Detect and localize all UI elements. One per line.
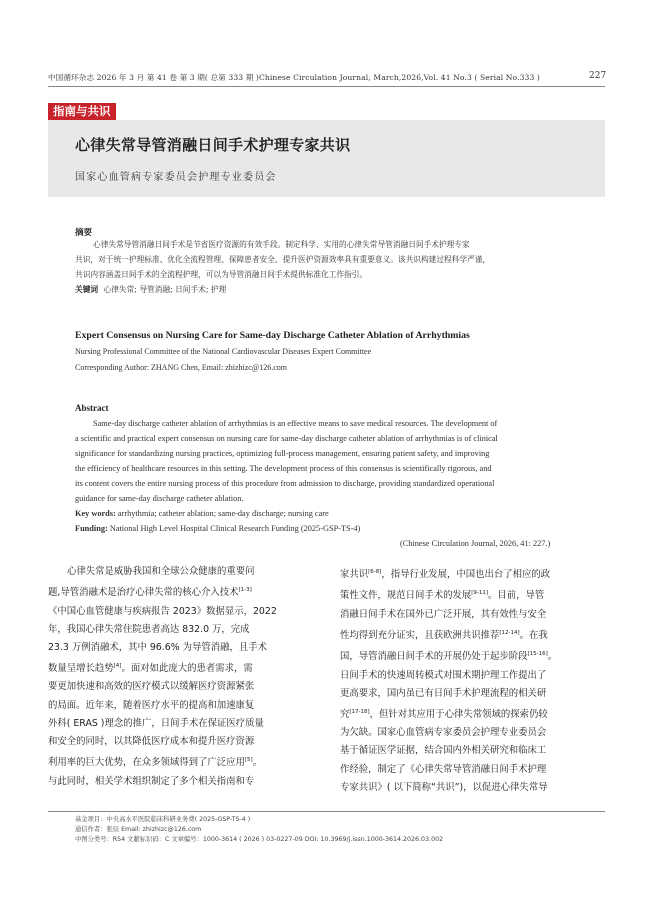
- body-text: ，指导行业发展，中国也出台了相应的政: [381, 569, 551, 581]
- citation-ref: [17-18]: [349, 708, 370, 715]
- body-text: 基于循证医学证据，结合国内外相关研究和临床工: [340, 745, 547, 757]
- body-line: [340, 685, 607, 703]
- en-title: Expert Consensus on Nursing Care for Same-day Discharge Catheter Ablation of Arrhythmias: [75, 330, 470, 341]
- body-text: ，但针对其应用于心律失常领域的探索仍较: [369, 709, 548, 721]
- body-line: [48, 697, 326, 715]
- body-column-left: [48, 563, 326, 791]
- article-authors: 国家心血管病专家委员会护理专业委员会: [75, 172, 277, 183]
- page-number: 227: [589, 71, 607, 81]
- body-text: 作经验，制定了《心律失常导管消融日间手术护理: [340, 763, 547, 775]
- body-text: 《中国心血管健康与疾病报告 2023》数据显示，2022: [48, 605, 277, 617]
- citation-ref: [6-8]: [368, 569, 382, 575]
- citation-ref: [5]: [244, 757, 253, 764]
- body-text: 为欠缺。国家心血管病专家委员会护理专业委员会: [340, 727, 547, 739]
- body-text: 外科( ERAS )理念的推广，日间手术在保证医疗质量: [48, 717, 264, 729]
- en-corresponding: Corresponding Author: ZHANG Chen, Email: zhizhizc@126.com: [75, 363, 287, 372]
- body-text: 的局面。近年来，随着医疗水平的提高和加速康复: [48, 699, 255, 711]
- body-text: 。在我: [519, 629, 548, 641]
- body-line: [48, 751, 326, 772]
- en-funding: [75, 521, 581, 536]
- body-line: [340, 761, 607, 779]
- en-abstract-line: the efficiency of healthcare resources in this setting. The development process of this consensus is scientifically rigorous, and: [75, 464, 492, 473]
- footer-funding: 基金项目：中央高水平医院临床科研业务费( 2025-GSP-TS-4 ): [75, 816, 251, 823]
- header-rule: [48, 86, 605, 87]
- body-text: 题,导管消融术是治疗心律失常的核心介入技术: [48, 587, 239, 599]
- body-line: [48, 621, 326, 639]
- running-header: 中国循环杂志 2026 年 3 月 第 41 卷 第 3 期( 总第 333 期 )Chinese Circulation Journal, March,2026,Vol. 41 No.3 ( Serial No.333 ): [48, 73, 540, 82]
- body-line: [48, 581, 326, 602]
- en-funding-text: National High Level Hospital Clinical Research Funding (2025-GSP-TS-4): [109, 524, 361, 533]
- body-line: [340, 724, 607, 742]
- body-text: 消融日间手术在国外已广泛开展，其有效性与安全: [340, 608, 547, 620]
- footer-correspondence: 通信作者：张辰 Email: zhizhizc@126.com: [75, 826, 202, 833]
- body-text: 利用率的巨大优势，在众多领域得到了广泛应用: [48, 757, 245, 769]
- section-tag: 指南与共识: [48, 103, 116, 120]
- en-keywords: [75, 506, 581, 521]
- cn-keywords: [75, 283, 615, 298]
- en-abstract-line: guidance for same-day discharge catheter ablation.: [75, 494, 244, 503]
- body-line: [48, 715, 326, 733]
- body-line: [48, 603, 326, 621]
- en-keywords-text: arrhythmia; catheter ablation; same-day discharge; nursing care: [117, 509, 329, 518]
- body-line: [340, 645, 607, 666]
- body-line: [340, 703, 607, 724]
- body-text: 国，导管消融日间手术的开展仍处于起步阶段: [340, 651, 528, 663]
- body-line: [340, 563, 607, 584]
- cn-abstract-line: 共识内容涵盖日间手术的全流程护理，可以为导管消融日间手术提供标准化工作指引。: [75, 270, 368, 279]
- body-line: [48, 657, 326, 678]
- body-line: [340, 584, 607, 605]
- body-text: 策性文件，规范日间手术的发展: [340, 590, 472, 602]
- body-text: 。面对如此庞大的患者需求，需: [121, 663, 253, 675]
- body-text: 性均得到充分证实，且获欧洲共识推荐: [340, 629, 500, 641]
- body-text: 。: [252, 757, 263, 769]
- citation-ref: [4]: [113, 663, 122, 670]
- body-text: 数量呈增长趋势: [48, 663, 114, 675]
- body-line: [340, 742, 607, 760]
- body-line: [48, 563, 326, 581]
- body-line: [48, 733, 326, 751]
- body-text: 与此同时，相关学术组织制定了多个相关指南和专: [48, 775, 255, 787]
- citation-ref: [15-16]: [527, 651, 548, 658]
- body-line: [340, 606, 607, 624]
- article-title: 心律失常导管消融日间手术护理专家共识: [75, 136, 351, 154]
- cn-abstract-line: 共识，对于统一护理标准、优化全流程管理、保障患者安全、提升医护资源效率具有重要意义。该共识构建过程科学严谨，: [75, 255, 491, 264]
- body-text: 。目前，导管: [488, 590, 545, 602]
- body-text: 心律失常是威胁我国和全球公众健康的重要问: [67, 566, 255, 577]
- body-text: 。: [547, 651, 558, 663]
- en-abstract-line: a scientific and practical expert consensus on nursing care for same-day discharge catheter ablation of arrhythmias is of clinical: [75, 434, 498, 443]
- body-text: 家共识: [340, 569, 369, 581]
- citation-ref: [12-14]: [499, 629, 520, 636]
- cn-keywords-label: 关键词: [75, 285, 99, 294]
- body-line: [48, 773, 326, 791]
- en-citation: (Chinese Circulation Journal, 2026, 41: 227.): [400, 539, 551, 548]
- body-line: [48, 639, 326, 657]
- cn-abstract-heading: 摘要: [75, 228, 93, 238]
- body-text: 更高要求，国内虽已有日间手术护理流程的相关研: [340, 687, 547, 699]
- en-committee: Nursing Professional Committee of the National Cardiovascular Diseases Expert Committee: [75, 347, 372, 356]
- en-funding-label: Funding:: [75, 524, 108, 533]
- footer-classification: 中图分类号：R54 文献标识码：C 文章编号：1000-3614 ( 2026 ) 03-0227-09 DOI: 10.3969/j.issn.1000-3614.2026.03.002: [75, 836, 444, 843]
- cn-keywords-text: 心律失常; 导管消融; 日间手术; 护理: [103, 285, 227, 294]
- body-column-right: [340, 563, 607, 797]
- en-abstract-heading: Abstract: [75, 403, 109, 413]
- en-keywords-label: Key words:: [75, 509, 116, 518]
- body-text: 专家共识》( 以下简称“共识”)，以促进心律失常导: [340, 781, 548, 793]
- en-abstract-line: significance for standardizing nursing practices, optimizing full-process management, ensuring patient safety, and improving: [75, 449, 490, 458]
- footer-rule: [48, 811, 605, 812]
- body-line: [340, 779, 607, 797]
- body-line: [48, 678, 326, 696]
- en-abstract-line: its content covers the entire nursing process of this procedure from admission to discharge, providing standardized operational: [75, 479, 495, 488]
- body-line: [340, 667, 607, 685]
- body-text: 年，我国心律失常住院患者高达 832.0 万，完成: [48, 623, 250, 635]
- body-text: 日间手术的快速周转模式对围术期护理工作提出了: [340, 669, 547, 681]
- body-text: 要更加快速和高效的医疗模式以缓解医疗资源紧张: [48, 681, 255, 693]
- body-text: 23.3 万例消融术，其中 96.6% 为导管消融，且手术: [48, 641, 267, 653]
- en-abstract-line: Same-day discharge catheter ablation of arrhythmias is an effective means to save medical resources. The development of: [93, 419, 498, 428]
- body-text: 究: [340, 709, 350, 721]
- title-box: [48, 120, 605, 197]
- body-text: 和安全的同时，以其降低医疗成本和提升医疗资源: [48, 736, 255, 748]
- citation-ref: [9-11]: [471, 590, 489, 597]
- body-line: [340, 624, 607, 645]
- cn-abstract-line: 心律失常导管消融日间手术是节省医疗资源的有效手段。制定科学、实用的心律失常导管消融日间手术护理专家: [93, 240, 470, 249]
- citation-ref: [1-3]: [238, 587, 252, 594]
